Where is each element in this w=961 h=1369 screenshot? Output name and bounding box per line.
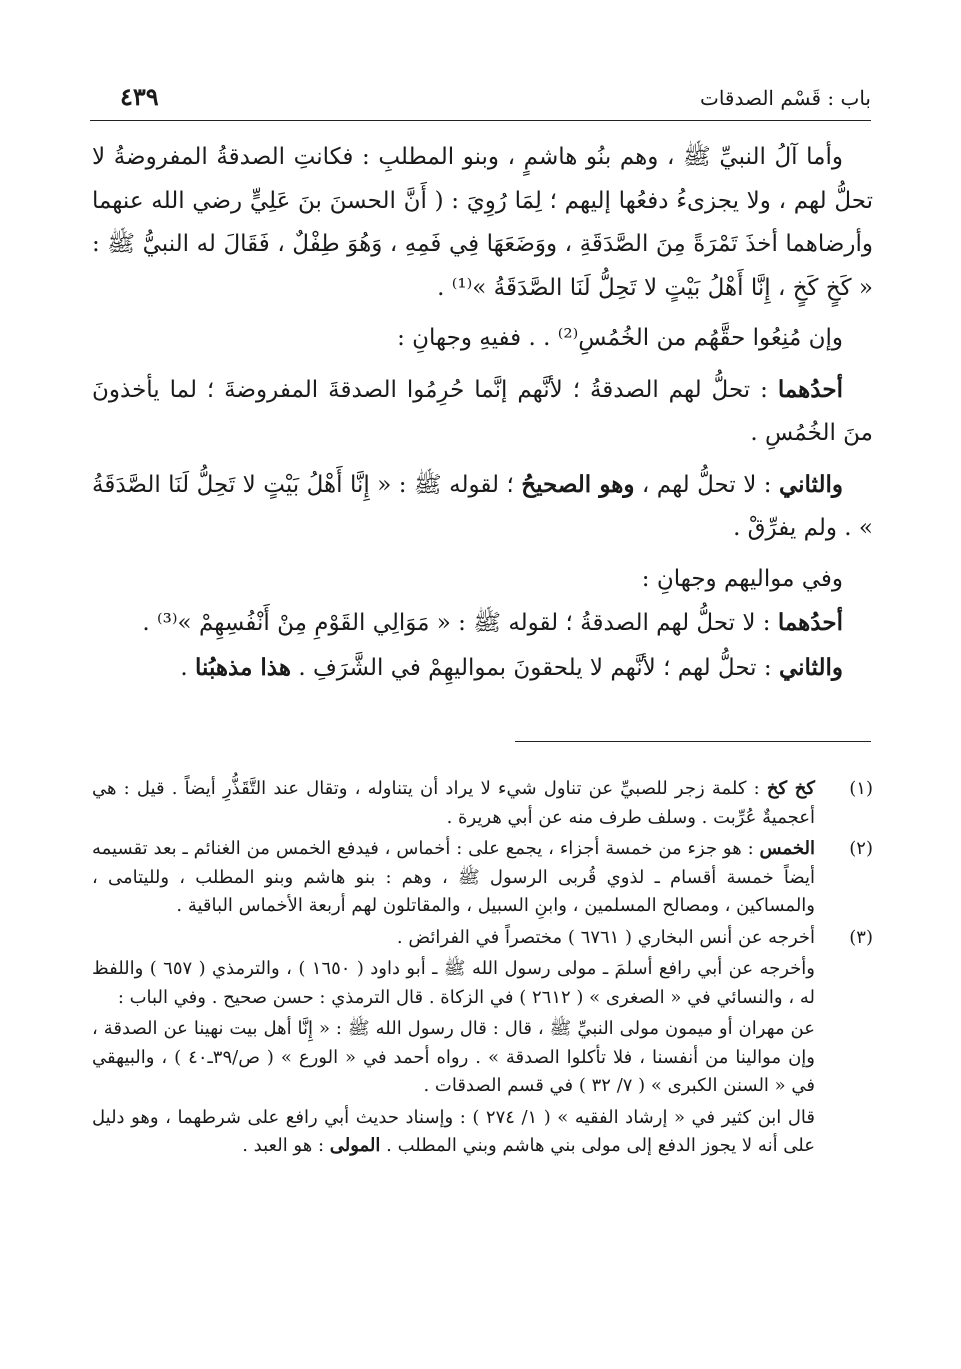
footnote-number: (٣) [849,926,873,948]
footnote-1 [92,775,873,832]
paragraph-mawali: وفي مواليهم وجهانِ : [641,565,843,592]
footnote-body: قال ابن كثير في « إرشاد الفقيه » ( ١/ ٢٧٤ ) : وإسناد حديث أبي رافع على شرطهما ، وهو دليل على أنه لا يجوز الدفع إلى مولى بني هاشم وبني المطلب . [92,1106,815,1156]
paragraph-first-view [92,368,873,456]
first-view-text: : تحلُّ لهم الصدقةُ ؛ لأنَّهم إنَّما حُرِمُوا الصدقةَ المفروضةَ ؛ لما يأخذونَ منَ الخُمُسِ . [92,376,873,446]
footnote-term: المولى [329,1135,381,1156]
footnote-term: الخمس [759,838,815,859]
footnote-2 [92,835,873,921]
second-view-text-b: ؛ لقوله ﷺ : « إِنَّا أَهْلُ بَيْتٍ لا تَحِلُّ لَنَا الصَّدَقَةُ » . ولم يفرِّقْ . [92,471,873,541]
footnote-paragraph: وأخرجه عن أبي رافع أسلمَ ـ مولى رسول الله ﷺ ـ أبو داود ( ١٦٥٠ ) ، والترمذي ( ٦٥٧ ) واللفظ له ، والنسائي في « الصغرى » ( ٢٦١٢ ) في الزكاة . قال الترمذي : حسن صحيح . وفي الباب : [92,958,816,1008]
page-number: ٤٣٩ [120,82,159,111]
mawali-second-text: : تحلُّ لهم ؛ لأنَّهم لا يلحقونَ بمواليهِمْ في الشَّرَفِ . [291,654,779,681]
footnote-paragraph: عن مهران أو ميمون مولى النبيِّ ﷺ ، قال : قال رسول الله ﷺ : « إِنَّا أهل بيت نهينا عن الصدقة ، وإن موالينا من أنفسنا ، فلا تأكلوا الصدقة » . رواه أحمد في « الورع » ( ص/٣٩ـ٤٠ ) ، والبيهقي في « السنن الكبرى » ( ٧/ ٣٢ ) في قسم الصدقات . [92,1018,815,1096]
correct-view-label: وهو الصحيحُ [521,470,635,498]
second-view-text-a: : لا تحلُّ لهم ، [634,471,779,498]
mawali-second-end: . [180,654,195,681]
paragraph-mawali-second [92,646,873,691]
paragraph-khumus: وإن مُنِعُوا حقَّهُم من الخُمُسِ⁽²⁾ . . ففيهِ وجهانِ : [397,325,843,351]
second-view-label: والثاني [778,470,843,498]
first-view-label: أحدُهما [777,375,843,403]
main-text [92,136,873,690]
footnotes [92,775,873,1164]
footnote-text [92,775,815,832]
mawali-second-label: والثاني [778,653,843,681]
footnote-divider [515,741,871,742]
footnote-number: (١) [849,778,873,799]
footnote-term: كخ كخ [766,778,815,799]
footnote-body: : كلمة زجر للصبيِّ عن تناول شيء لا يراد أن يتناوله ، وتقال عند التَّقَذُّرِ أيضاً . قيل : هي أعجميةٌ عُرِّبت . وسلف طرف منه عن أبي هريرة . [92,778,815,828]
mawali-first-label: أحدُهما [777,609,843,636]
running-title: باب : قَسْم الصدقات [700,86,871,110]
footnote-body: : هو العبد . [242,1135,330,1156]
footnote-3 [92,924,873,1161]
footnote-paragraph [92,1104,815,1161]
page-header [90,80,871,121]
footnote-number: (٢) [849,838,873,859]
footnote-text: أخرجه عن أنس البخاري ( ٦٧٦١ ) مختصراً في الفرائض . [396,926,815,948]
paragraph-mawali-first [92,601,873,646]
paragraph-second-view [92,463,873,551]
footnote-body: : هو جزء من خمسة أجزاء ، يجمع على : أخماس ، فيدفع الخمس من الغنائم ـ بعد تقسيمه أيضاً خمسة أقسام ـ لذوي قُربى الرسول ﷺ ، وهم : بنو هاشم وبنو المطلب ، ولليتامى ، والمساكين ، ومصالح المسلمين ، وابنِ السبيل ، والمقاتلون لهم أربعة الأخماس الباقية . [92,838,815,916]
mawali-first-text: : لا تحلُّ لهم الصدقةُ ؛ لقوله ﷺ : « مَوَالِي القَوْمِ مِنْ أَنْفُسِهِمْ »⁽³⁾ . [142,610,778,636]
madhhab-label: هذا مذهبُنا [195,653,292,681]
paragraph-al-an-nabi: وأما آلُ النبيِّ ﷺ ، وهم بنُو هاشمٍ ، وبنو المطلبِ : فكانتِ الصدقةُ المفروضةُ لا تحلُّ لهم ، ولا يجزىءُ دفعُها إليهم ؛ لِمَا رُوِيَ : ( أَنَّ الحسنَ بنَ عَلِيٍّ رضي الله عنهما وأرضاهما أخذَ تَمْرَةً مِنَ الصَّدَقَةِ ، ووَضَعَهَا فِي فَمِهِ ، وَهُوَ طِفْلٌ ، فَقَالَ له النبيُّ ﷺ : « كَخٍ كَخٍ ، إِنَّا أَهْلُ بَيْتٍ لا تَحِلُّ لَنَا الصَّدَقَةُ »⁽¹⁾ . [92,144,873,301]
footnote-text [92,835,815,921]
